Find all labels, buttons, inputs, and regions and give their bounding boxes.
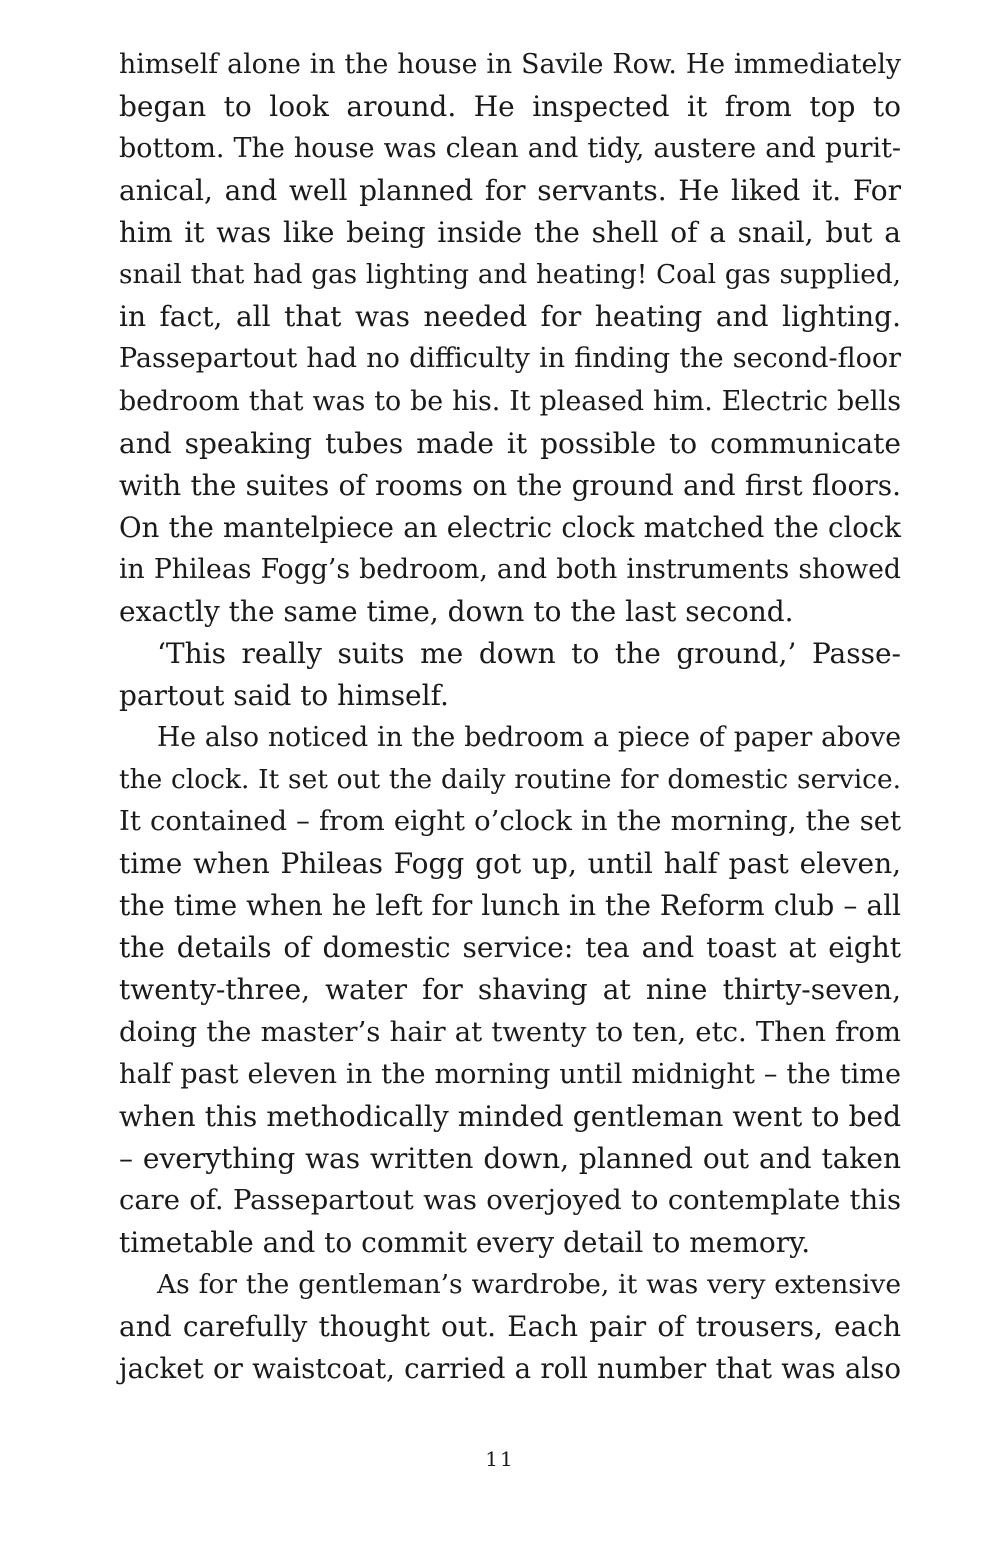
text-line: the time when he left for lunch in the Reform club – all <box>119 889 901 923</box>
paragraph-1 <box>119 44 901 633</box>
text-line: bottom. The house was clean and tidy, austere and purit- <box>119 133 901 165</box>
text-line: On the mantelpiece an electric clock matched the clock <box>119 511 901 544</box>
text-line: in Phileas Fogg’s bedroom, and both instruments showed <box>119 553 901 585</box>
text-line: in fact, all that was needed for heating and lighting. <box>119 300 901 334</box>
text-line: with the suites of rooms on the ground and first floors. <box>119 468 901 502</box>
text-line: him it was like being inside the shell of a snail, but a <box>119 216 901 250</box>
text-line: when this methodically minded gentleman went to bed <box>119 1099 901 1133</box>
text-line: and speaking tubes made it possible to communicate <box>119 426 901 460</box>
text-line: the details of domestic service: tea and toast at eight <box>119 931 901 965</box>
text-line: bedroom that was to be his. It pleased him. Electric bells <box>119 385 901 417</box>
text-line: time when Phileas Fogg got up, until half past eleven, <box>119 847 901 881</box>
text-line: twenty-three, water for shaving at nine thirty-seven, <box>119 973 901 1007</box>
text-line: It contained – from eight o’clock in the morning, the set <box>119 806 901 838</box>
text-line: half past eleven in the morning until midnight – the time <box>119 1058 901 1090</box>
text-line: As for the gentleman’s wardrobe, it was very extensive <box>157 1268 901 1300</box>
text-line: doing the master’s hair at twenty to ten, etc. Then from <box>119 1016 901 1049</box>
body-text <box>119 44 901 1390</box>
paragraph-2 <box>119 633 901 717</box>
text-line: – everything was written down, planned out and taken <box>119 1141 901 1175</box>
text-line: care of. Passepartout was overjoyed to contemplate this <box>119 1184 901 1216</box>
text-line: himself alone in the house in Savile Row. He immediately <box>119 49 901 80</box>
paragraph-4 <box>119 1264 901 1390</box>
text-line: began to look around. He inspected it from top to <box>119 90 901 124</box>
text-line: exactly the same time, down to the last second. <box>119 594 794 628</box>
text-line: and carefully thought out. Each pair of trousers, each <box>119 1309 901 1343</box>
text-line: partout said to himself. <box>119 678 449 712</box>
text-line: anical, and well planned for servants. He liked it. For <box>119 174 901 208</box>
text-line: the clock. It set out the daily routine for domestic service. <box>119 764 901 796</box>
text-line: He also noticed in the bedroom a piece of paper above <box>157 722 901 753</box>
text-line: snail that had gas lighting and heating! Coal gas supplied, <box>119 260 901 291</box>
text-line: timetable and to commit every detail to memory. <box>119 1225 811 1259</box>
text-line: Passepartout had no difficulty in finding the second-floor <box>119 343 901 375</box>
text-line: jacket or waistcoat, carried a roll number that was also <box>119 1351 901 1385</box>
text-line: ‘This really suits me down to the ground,’ Passe- <box>157 636 901 670</box>
page-number: 11 <box>485 1447 515 1471</box>
paragraph-3 <box>119 717 901 1264</box>
